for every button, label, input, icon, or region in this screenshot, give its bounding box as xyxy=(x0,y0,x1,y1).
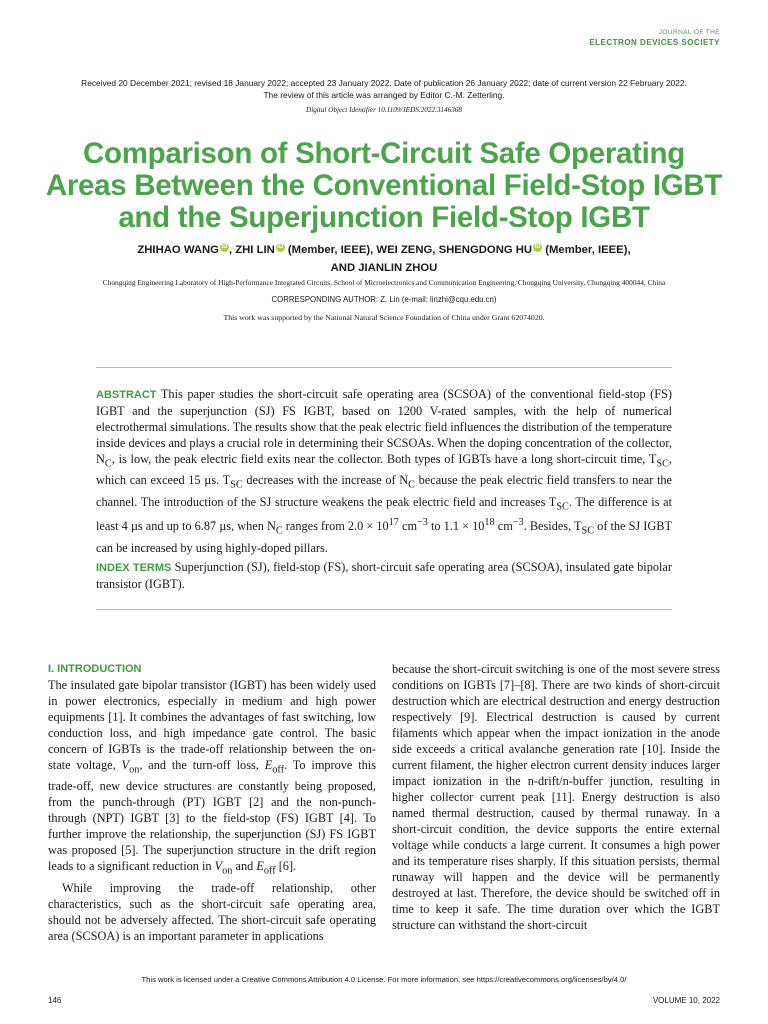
license-note: This work is licensed under a Creative Commons Attribution 4.0 License. For more information, see https://creativecommons.org/licenses/by/4.0/ xyxy=(141,975,627,984)
review-line: The review of this article was arranged by Editor C.-M. Zetterling. xyxy=(263,90,505,100)
page-number: 146 xyxy=(48,996,62,1005)
received-dates xyxy=(40,77,728,101)
abstract-sup: 17 xyxy=(388,517,399,529)
abstract-sub: SC xyxy=(656,458,669,470)
title-line3: and the Superjunction Field-Stop IGBT xyxy=(118,201,650,234)
author-list xyxy=(40,241,728,277)
orcid-icon[interactable]: iD xyxy=(221,244,228,250)
math-var: V xyxy=(214,859,223,874)
abstract-sub: SC xyxy=(581,525,595,537)
section-heading: I. INTRODUCTION xyxy=(48,663,142,675)
paragraph xyxy=(48,677,376,880)
paragraph-text: , and the turn-off loss, xyxy=(139,758,265,772)
math-var: V xyxy=(121,758,130,772)
index-terms-label: INDEX TERMS xyxy=(96,562,172,574)
math-var: E xyxy=(264,758,273,772)
journal-logo-line2: ELECTRON DEVICES SOCIETY xyxy=(589,37,720,47)
journal-logo-line1: JOURNAL OF THE xyxy=(658,29,720,36)
received-line: Received 20 December 2021; revised 18 January 2022; accepted 23 January 2022. Date of publication 26 January 2022; date of current version 22 February 2022. xyxy=(81,78,687,88)
abstract-text: cm xyxy=(398,519,418,534)
abstract-text: ranges from 2.0 × 10 xyxy=(282,519,389,534)
math-var: E xyxy=(256,859,264,874)
paragraph-text: . To improve this trade-off, new device structures are constantly being proposed, from the punch-through (PT) IGBT [2] and the non-punch-through (NPT) IGBT [3] to the field-stop (FS) IGBT [4]. To further improve the relationship, the superjunction (SJ) FS IGBT was proposed [5]. The superjunction structure in the drift region leads to a significant reduction in xyxy=(48,758,377,874)
left-column xyxy=(48,661,376,944)
index-bottom-rule xyxy=(96,609,672,610)
author-2: , ZHI LIN xyxy=(228,244,275,256)
math-sub: off xyxy=(272,764,285,776)
abstract-text: , is low, the peak electric field exits near the collector. Both types of IGBTs have a long short-circuit time, T xyxy=(111,452,657,466)
abstract-sub: C xyxy=(275,525,283,537)
abstract-text: cm xyxy=(494,519,513,534)
abstract-text: decreases with the increase of N xyxy=(242,473,409,488)
paragraph: While improving the trade-off relationship, other characteristics, such as the short-circuit safe operating area, should not be adversely affected. The short-circuit safe operating area (SCSOA) is an important parameter in applications xyxy=(48,880,376,943)
abstract-text: , which can exceed 15 µs. T xyxy=(96,452,672,488)
abstract-text: because the peak electric field transfers to near the channel. The introduction of the SJ structure weakens the peak electric field and increases T xyxy=(96,473,672,509)
author-line2: AND JIANLIN ZHOU xyxy=(330,262,438,274)
math-sub: off xyxy=(263,865,276,877)
abstract-sup: −3 xyxy=(417,517,428,529)
author-3-4: (Member, IEEE), WEI ZENG, SHENGDONG HU xyxy=(284,244,533,256)
orcid-icon[interactable]: iD xyxy=(534,244,541,250)
volume-label: VOLUME 10, 2022 xyxy=(652,996,720,1005)
paragraph-text: [6]. xyxy=(275,859,297,874)
abstract-sup: 18 xyxy=(484,517,495,529)
abstract-text: to 1.1 × 10 xyxy=(427,519,485,534)
funding-note: This work was supported by the National Natural Science Foundation of China under Grant 62074020. xyxy=(223,313,545,322)
title-line1: Comparison of Short-Circuit Safe Operating xyxy=(82,137,686,170)
author-line1 xyxy=(40,241,728,259)
abstract-sub: C xyxy=(408,479,415,491)
abstract-sub: SC xyxy=(556,501,569,513)
abstract xyxy=(96,386,672,556)
index-terms xyxy=(96,559,672,592)
orcid-icon[interactable]: iD xyxy=(277,244,284,250)
abstract-label: ABSTRACT xyxy=(96,389,157,401)
abstract-text: of the SJ IGBT can be increased by using highly-doped pillars. xyxy=(96,519,672,555)
author-1: ZHIHAO WANG xyxy=(137,244,219,256)
corresponding-author: CORRESPONDING AUTHOR: Z. Lin (e-mail: linzhi@cqu.edu.cn) xyxy=(271,295,497,304)
right-column xyxy=(392,661,720,933)
doi: Digital Object Identifier 10.1109/JEDS.2022.3146368 xyxy=(306,106,462,114)
paper-title xyxy=(30,138,738,234)
abstract-sup: −3 xyxy=(512,517,524,529)
abstract-top-rule xyxy=(96,367,672,368)
affiliation: Chongqing Engineering Laboratory of High-Performance Integrated Circuits, School of Microelectronics and Communication Engineering, Chongqing University, Chongqing 400044, China xyxy=(102,278,666,287)
abstract-sub: SC xyxy=(230,479,243,491)
abstract-text: . The difference is at least 4 µs and up to 6.87 µs, when N xyxy=(96,494,672,534)
abstract-text: This paper studies the short-circuit safe operating area (SCSOA) of the conventional field-stop (FS) IGBT and the superjunction (SJ) FS IGBT, based on 1200 V-rated samples, with the help of numerical electrothermal simulations. The results show that the peak electric field influences the distribution of the temperature inside devices and plays a crucial role in determining their SCSOAs. When the doping concentration of the collector, N xyxy=(96,387,672,466)
math-sub: on xyxy=(222,865,233,877)
abstract-text: . Besides, T xyxy=(523,519,582,534)
paragraph-text: and xyxy=(232,859,257,874)
index-terms-text: Superjunction (SJ), field-stop (FS), short-circuit safe operating area (SCSOA), insulated gate bipolar transistor (IGBT). xyxy=(96,560,672,591)
paragraph-text: The insulated gate bipolar transistor (IGBT) has been widely used in power electronics, especially in medium and high power equipments [1]. It combines the advantages of fast switching, low conduction loss, and high impedance gate control. The basic concern of IGBTs is the trade-off relationship between the on-state voltage, xyxy=(48,678,376,772)
math-sub: on xyxy=(129,764,140,776)
paragraph: because the short-circuit switching is one of the most severe stress conditions on IGBTs [7]–[8]. There are two kinds of short-circuit destruction which are electrical destruction and energy destruction respectively [9]. Electrical destruction is caused by current filaments which appear when the impact ionization in the anode side exceeds a critical avalanche generation rate [10]. Inside the current filament, the higher electron current density induces larger impact ionization in the n-drift/n-buffer junction, resulting in higher collector current peak [11]. Energy destruction is also named thermal destruction, caused by thermal runaway. In a short-circuit condition, the device supports the entire external voltage while conducts a large current. It consumes a high power and its temperature rises sharply. If this situation persists, thermal runaway will happen and the device will be permanently destroyed at last. Therefore, the device should be switched off in time to keep it safe. The time duration over which the IGBT structure can withstand the short-circuit xyxy=(392,662,720,932)
author-4-suffix: (Member, IEEE), xyxy=(542,244,631,256)
abstract-sub: C xyxy=(104,458,112,470)
journal-logo xyxy=(589,30,720,47)
title-line2: Areas Between the Conventional Field-Stop IGBT xyxy=(45,169,723,202)
